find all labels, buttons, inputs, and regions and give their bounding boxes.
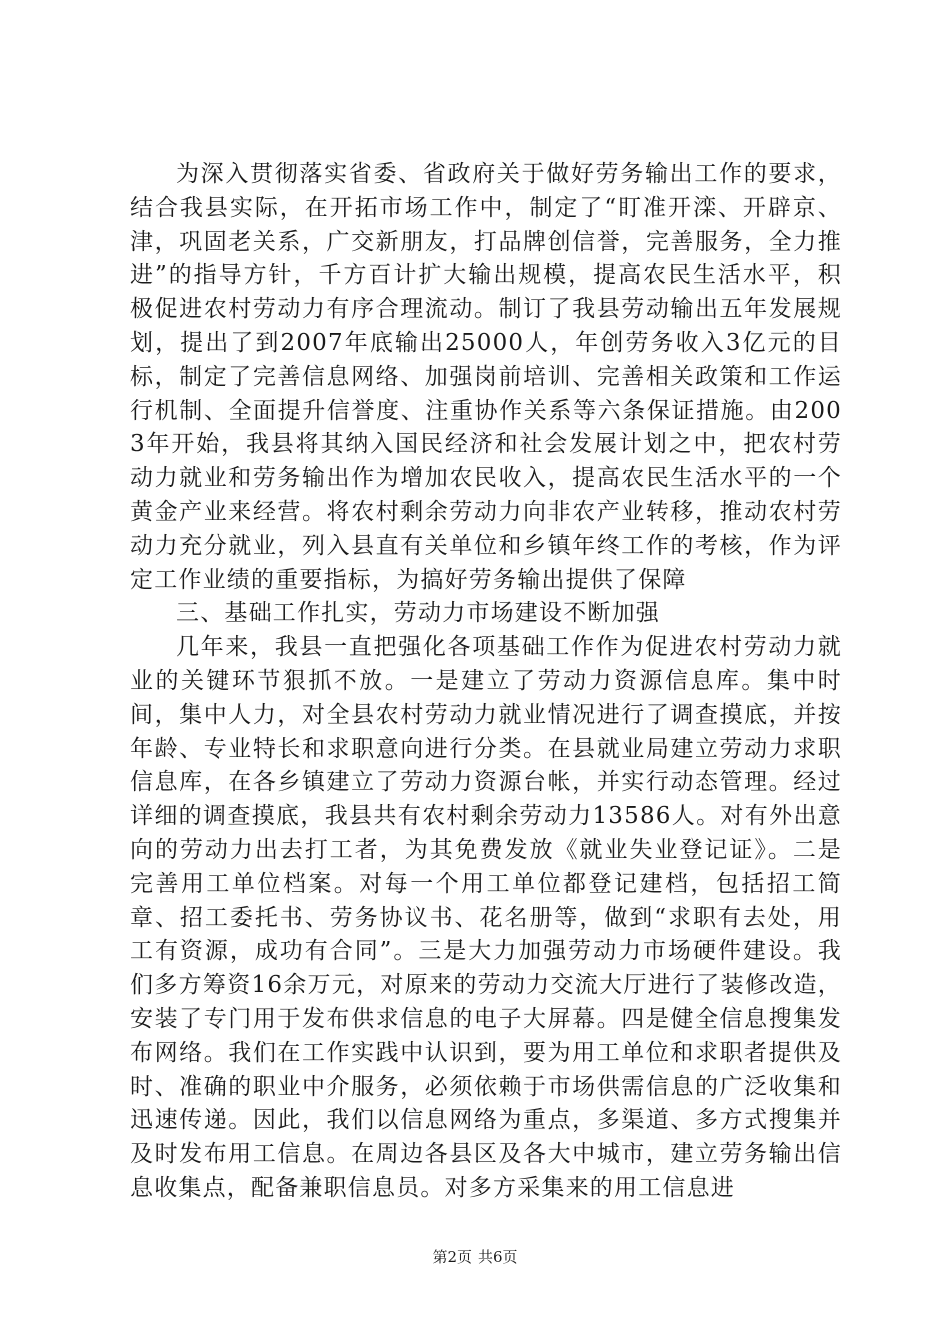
section-heading-3: 三、基础工作扎实，劳动力市场建设不断加强 <box>176 600 660 627</box>
paragraph-basic-work: 几年来，我县一直把强化各项基础工作作为促进农村劳动力就业的关键环节狠抓不放。一是建立了劳动力资源信息库。集中时间，集中人力，对全县农村劳动力就业情况进行了调查摸底，并按年龄、专业特长和求职意向进行分类。在县就业局建立劳动力求职信息库，在各乡镇建立了劳动力资源台帐，并实行动态管理。经过详细的调查摸底，我县共有农村剩余劳动力13586人。对有外出意向的劳动力出去打工者，为其免费发放《就业失业登记证》。二是完善用工单位档案。对每一个用工单位都登记建档，包括招工简章、招工委托书、劳务协议书、花名册等，做到“求职有去处，用工有资源，成功有合同”。三是大力加强劳动力市场硬件建设。我们多方筹资16余万元，对原来的劳动力交流大厅进行了装修改造，安装了专门用于发布供求信息的电子大屏幕。四是健全信息搜集发布网络。我们在工作实践中认识到，要为用工单位和求职者提供及时、准确的职业中介服务，必须依赖于市场供需信息的广泛收集和迅速传递。因此，我们以信息网络为重点，多渠道、多方式搜集并及时发布用工信息。在周边各县区及各大中城市，建立劳务输出信息收集点，配备兼职信息员。对多方采集来的用工信息进 <box>130 634 842 1201</box>
page-total: 共6页 <box>478 1248 518 1266</box>
paragraph-labor-export-policy: 为深入贯彻落实省委、省政府关于做好劳务输出工作的要求，结合我县实际，在开拓市场工作中，制定了“盯准开滦、开辟京、津，巩固老关系，广交新朋友，打品牌创信誉，完善服务，全力推进”的指导方针，千方百计扩大输出规模，提高农民生活水平，积极促进农村劳动力有序合理流动。制订了我县劳动输出五年发展规划，提出了到2007年底输出25000人，年创劳务收入3亿元的目标，制定了完善信息网络、加强岗前培训、完善相关政策和工作运行机制、全面提升信誉度、注重协作关系等六条保证措施。由2003年开始，我县将其纳入国民经济和社会发展计划之中，把农村劳动力就业和劳务输出作为增加农民收入，提高农民生活水平的一个黄金产业来经营。将农村剩余劳动力向非农产业转移，推动农村劳动力充分就业，列入县直有关单位和乡镇年终工作的考核，作为评定工作业绩的重要指标，为搞好劳务输出提供了保障 <box>130 161 842 593</box>
page-footer <box>0 1247 950 1267</box>
document-body <box>130 158 842 1206</box>
page-number: 第2页 <box>432 1248 472 1266</box>
